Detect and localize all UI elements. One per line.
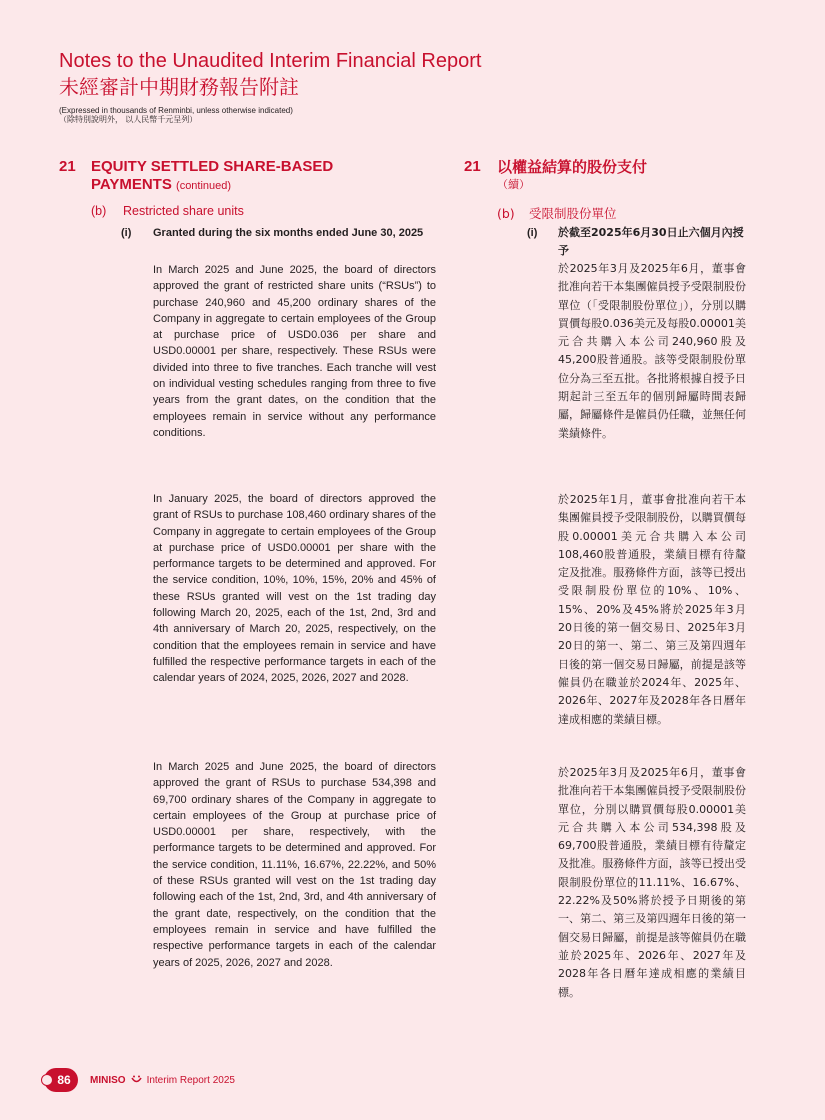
- page-title-zh: 未經審計中期財務報告附註: [59, 77, 299, 99]
- section-title-en: [91, 158, 333, 195]
- paragraph-en-3: In March 2025 and June 2025, the board of directors approved the grant of RSUs to purchase 534,398 and 69,700 ordinary shares of the Company in aggregate to certain employees of the Group at purchase price of USD0.00001 per share, respectively, with the performance targets to be determined and approved. For the service condition, 11.11%, 16.67%, 22.22%, and 50% of these RSUs granted will vest on the 1st trading day following each of the 1st, 2nd, 3rd, and 4th anniversary of the grant date, respectively, on the condition that the employees remain in service and have fulfilled the respective performance targets in each of the calendar years of 2025, 2026, 2027 and 2028.: [153, 761, 436, 969]
- page-footer: [44, 1068, 235, 1092]
- page-number: 86: [57, 1073, 71, 1087]
- section-title-zh: [497, 158, 647, 194]
- subsection-title-zh: 受限制股份單位: [529, 206, 617, 221]
- section-title-en-line1: EQUITY SETTLED SHARE-BASED: [91, 158, 334, 175]
- paragraph-zh-1: 於2025年3月及2025年6月，董事會批准向若干本集團僱員授予受限制股份單位（「受限制股份單位」），分別以購買價每股0.036美元及每股0.00001美元合共購入本公司240,960股及45,200股普通股。該等受限制股份單位分為三至五批。各批將根據自授予日期起計三至五年的個別歸屬時間表歸屬，歸屬條件是僱員仍任職，並無任何業績條件。: [558, 262, 746, 440]
- currency-note: [59, 106, 293, 124]
- subsection-label-en: (b): [91, 204, 107, 218]
- currency-note-en: (Expressed in thousands of Renminbi, unless otherwise indicated): [59, 106, 293, 115]
- section-title-zh-text: 以權益結算的股份支付: [497, 158, 648, 176]
- subsection-title-en: Restricted share units: [123, 204, 244, 218]
- subsection-heading-en: [91, 204, 244, 218]
- section-title-en-line2: PAYMENTS: [91, 176, 172, 193]
- item-label-en: (i): [121, 227, 132, 239]
- subsection-label-zh: (b): [497, 206, 515, 221]
- paragraph-en-2: In January 2025, the board of directors approved the grant of RSUs to purchase 108,460 ordinary shares of the Company in aggregate to certain employees of the Group at purchase price of USD0.00001 per share with the performance targets to be determined and approved. For the service condition, 10%, 10%, 15%, 20% and 45% of these RSUs granted will vest on the 1st trading day following March 20, 2025, each of the 1st, 2nd, 3rd and 4th anniversary of March 20, 2025, respectively, on the condition that the employees remain in service and have fulfilled the respective performance targets in each of the calendar years of 2024, 2025, 2026, 2027 and 2028.: [153, 493, 436, 685]
- paragraph-en-1: In March 2025 and June 2025, the board of directors approved the grant of restricted share units (“RSUs”) to purchase 240,960 and 45,200 ordinary shares of the Company in aggregate to certain employees of the Group at purchase price of USD0.036 per share and USD0.00001 per share, respectively. These RSUs were divided into three to five tranches. Each tranche will vest on individual vesting schedules ranging from three to five years from the grant dates, on the condition that the employees remain in service without any performance conditions.: [153, 264, 436, 439]
- currency-note-zh: （除特別說明外， 以人民幣千元呈列）: [59, 115, 198, 124]
- paragraph-zh-3: 於2025年3月及2025年6月，董事會批准向若干本集團僱員授予受限制股份單位，分別以購買價每股0.00001美元合共購入本公司534,398股及69,700股普通股，業績目標有待釐定及批准。服務條件方面，該等已授出受限制股份單位的11.11%、16.67%、22.22%及50%將於授予日期後的第一、第二、第三及第四週年日後的第一個交易日歸屬，前提是該等僱員仍在職並於2025年、2026年、2027年及2028年各日曆年達成相應的業績目標。: [558, 766, 746, 999]
- subsection-heading-zh: [497, 204, 617, 222]
- smile-logo-icon: [131, 1075, 142, 1085]
- section-number-zh: 21: [464, 158, 481, 175]
- item-label-zh: (i): [527, 227, 538, 239]
- continued-label-en: (continued): [176, 180, 232, 192]
- item-title-zh: 於截至2025年6月30日止六個月內授予: [558, 226, 744, 257]
- item-title-en: Granted during the six months ended June 30, 2025: [153, 227, 424, 239]
- report-name: Interim Report 2025: [146, 1074, 235, 1086]
- section-number-en: 21: [59, 158, 76, 175]
- continued-label-zh: （續）: [497, 178, 530, 191]
- page-number-badge: [44, 1068, 78, 1092]
- brand-name: MINISO: [90, 1074, 126, 1086]
- page-title-en: Notes to the Unaudited Interim Financial Report: [59, 50, 482, 72]
- paragraph-zh-2: 於2025年1月，董事會批准向若干本集團僱員授予受限制股份，以購買價每股0.00001美元合共購入本公司108,460股普通股，業績目標有待釐定及批准。服務條件方面，該等已授出受限制股份單位的10%、10%、15%、20%及45%將於2025年3月20日後的第一個交易日、2025年3月20日的第一、第二、第三及第四週年日後的第一個交易日歸屬，前提是該等僱員仍在職並於2024年、2025年、2026年、2027年及2028年各日曆年達成相應的業績目標。: [558, 493, 746, 726]
